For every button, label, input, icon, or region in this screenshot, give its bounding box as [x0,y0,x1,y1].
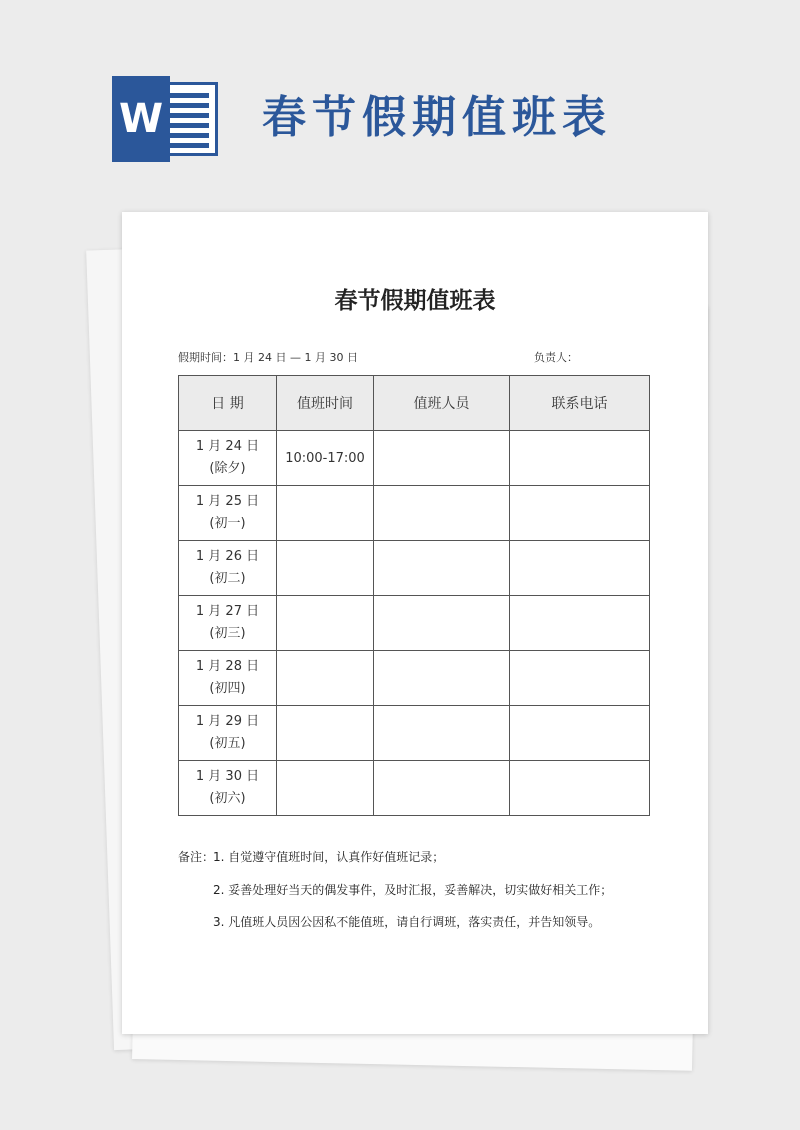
banner [0,0,800,200]
time-cell [277,596,374,651]
date-text: 1 月 29 日 [195,714,260,729]
date-text: 1 月 26 日 [195,549,260,564]
time-cell [277,651,374,706]
staff-cell [374,431,510,486]
date-cell [179,651,277,706]
note-item: 1. 自觉遵守值班时间，认真作好值班记录； [213,850,445,864]
table-row [179,651,650,706]
date-text: 1 月 24 日 [195,439,260,454]
day-text: (除夕) [209,461,246,476]
day-text: (初三) [209,626,246,641]
note-item: 3. 凡值班人员因公因私不能值班，请自行调班，落实责任，并告知领导。 [213,915,601,929]
phone-cell [510,651,650,706]
phone-cell [510,541,650,596]
staff-cell [374,761,510,816]
table-row [179,706,650,761]
header-phone: 联系电话 [510,376,650,431]
phone-cell [510,706,650,761]
table-header-row [179,376,650,431]
table-row [179,431,650,486]
time-cell [277,541,374,596]
date-text: 1 月 28 日 [195,659,260,674]
date-cell [179,761,277,816]
staff-cell [374,541,510,596]
duty-table [178,375,650,816]
day-text: (初五) [209,736,246,751]
period-value: 1 月 24 日 — 1 月 30 日 [233,351,358,364]
phone-cell [510,486,650,541]
date-text: 1 月 30 日 [195,769,260,784]
time-cell [277,486,374,541]
header-date: 日 期 [179,376,277,431]
time-cell [277,706,374,761]
banner-title: 春节假期值班表 [262,92,612,143]
phone-cell [510,761,650,816]
notes-label: 备注： [178,850,215,864]
word-document-icon: W [112,76,218,162]
table-row [179,541,650,596]
time-cell [277,761,374,816]
date-text: 1 月 25 日 [195,494,260,509]
note-item: 2. 妥善处理好当天的偶发事件，及时汇报，妥善解决，切实做好相关工作； [213,883,613,897]
phone-cell [510,596,650,651]
day-text: (初四) [209,681,246,696]
day-text: (初二) [209,571,246,586]
table-row [179,486,650,541]
phone-cell [510,431,650,486]
table-row [179,596,650,651]
date-text: 1 月 27 日 [195,604,260,619]
period-label: 假期时间： [178,351,233,364]
staff-cell [374,706,510,761]
time-cell: 10:00-17:00 [277,431,374,486]
date-cell [179,706,277,761]
day-text: (初六) [209,791,246,806]
holiday-period [178,349,358,365]
staff-cell [374,596,510,651]
owner-label: 负责人： [534,351,578,364]
day-text: (初一) [209,516,246,531]
document-page [122,212,708,1034]
date-cell [179,541,277,596]
header-duty-staff: 值班人员 [374,376,510,431]
date-cell [179,596,277,651]
date-cell [179,431,277,486]
date-cell [179,486,277,541]
staff-cell [374,486,510,541]
table-row [179,761,650,816]
staff-cell [374,651,510,706]
document-title: 春节假期值班表 [334,288,496,314]
header-duty-time: 值班时间 [277,376,374,431]
